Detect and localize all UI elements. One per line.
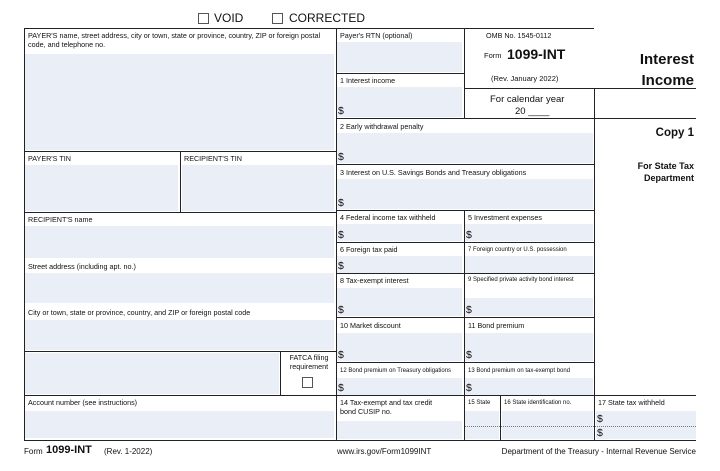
box13-field[interactable] (465, 378, 593, 395)
box4-field[interactable] (337, 224, 462, 241)
account-number-label: Account number (see instructions) (28, 398, 138, 407)
box6-label: 6 Foreign tax paid (340, 245, 398, 254)
box16-field[interactable] (502, 411, 593, 439)
void-checkbox[interactable] (198, 13, 209, 24)
street-address-label: Street address (including apt. no.) (28, 262, 136, 271)
box7-field[interactable] (465, 256, 593, 273)
box3-currency: $ (338, 197, 344, 209)
payer-name-field[interactable] (25, 54, 334, 150)
box15-field[interactable] (465, 411, 499, 439)
calendar-year-value: 20 ____ (515, 106, 550, 117)
payer-tin-label: PAYER'S TIN (28, 154, 71, 163)
recipient-name-field[interactable] (25, 226, 334, 258)
box11-label: 11 Bond premium (468, 321, 525, 330)
box4-currency: $ (338, 229, 344, 241)
box9-currency: $ (466, 304, 472, 316)
void-label: VOID (214, 11, 244, 25)
box1-label: 1 Interest income (340, 76, 396, 85)
box11-field[interactable] (465, 333, 593, 361)
box5-currency: $ (466, 229, 472, 241)
corrected-label: CORRECTED (289, 11, 366, 25)
box17-field[interactable] (596, 411, 696, 439)
box2-field[interactable] (337, 133, 593, 163)
box13-currency: $ (466, 382, 472, 394)
title-line2: Income (641, 72, 694, 89)
box11-currency: $ (466, 349, 472, 361)
footer-form-prefix: Form (24, 447, 43, 456)
form-prefix: Form (484, 51, 502, 60)
box12-field[interactable] (337, 378, 462, 395)
box10-label: 10 Market discount (340, 321, 401, 330)
fatca-checkbox[interactable] (302, 377, 313, 388)
copy-label: Copy 1 (655, 127, 694, 139)
box1-currency: $ (338, 105, 344, 117)
copy-dept-line1: For State Tax (637, 161, 694, 171)
box8-currency: $ (338, 304, 344, 316)
box17-currency-1: $ (597, 413, 603, 425)
recipient-tin-label: RECIPIENT'S TIN (184, 154, 242, 163)
form-revision: (Rev. January 2022) (491, 74, 559, 83)
city-label: City or town, state or province, country, and ZIP or foreign postal code (28, 308, 251, 317)
box6-field[interactable] (337, 256, 462, 273)
box9-label: 9 Specified private activity bond interest (468, 277, 574, 283)
box4-label: 4 Federal income tax withheld (340, 213, 436, 222)
box10-field[interactable] (337, 333, 462, 361)
footer-url: www.irs.gov/Form1099INT (337, 447, 432, 456)
street-address-field[interactable] (25, 273, 334, 303)
box5-field[interactable] (465, 224, 593, 241)
box2-currency: $ (338, 151, 344, 163)
city-field[interactable] (25, 320, 334, 350)
copy-dept-line2: Department (643, 173, 694, 183)
footer-form-number: 1099-INT (46, 444, 92, 456)
box16-label: 16 State identification no. (504, 400, 572, 406)
box3-label: 3 Interest on U.S. Savings Bonds and Treasury obligations (340, 168, 527, 177)
rtn-label: Payer's RTN (optional) (340, 31, 413, 40)
form-number: 1099-INT (507, 46, 566, 62)
box12-currency: $ (338, 382, 344, 394)
footer-department: Department of the Treasury - Internal Revenue Service (501, 447, 696, 456)
box6-currency: $ (338, 260, 344, 272)
box17-label: 17 State tax withheld (598, 398, 665, 407)
box2-label: 2 Early withdrawal penalty (340, 122, 424, 131)
fatca-label-line1: FATCA filing (289, 353, 329, 362)
fatca-blank-field (25, 353, 279, 394)
box10-currency: $ (338, 349, 344, 361)
calendar-year-label: For calendar year (490, 94, 565, 105)
box3-field[interactable] (337, 179, 593, 209)
box14-field[interactable] (337, 421, 462, 439)
title-line1: Interest (639, 51, 694, 68)
box9-field[interactable] (465, 298, 593, 316)
payer-tin-field[interactable] (25, 165, 178, 211)
rtn-field[interactable] (337, 42, 462, 72)
corrected-checkbox[interactable] (272, 13, 283, 24)
account-number-field[interactable] (25, 411, 334, 438)
recipient-tin-field[interactable] (182, 165, 334, 211)
box8-field[interactable] (337, 288, 462, 316)
box12-label: 12 Bond premium on Treasury obligations (340, 368, 452, 374)
box14-label: 14 Tax-exempt and tax credit bond CUSIP no. (340, 398, 433, 416)
box17-currency-2: $ (597, 427, 603, 439)
fatca-label-line2: requirement (289, 362, 329, 371)
payer-name-label: PAYER'S name, street address, city or town, state or province, country, ZIP or foreign postal code, and telephone no. (28, 31, 321, 49)
box13-label: 13 Bond premium on tax-exempt bond (468, 368, 571, 374)
recipient-name-label: RECIPIENT'S name (28, 215, 93, 224)
box1-field[interactable] (337, 87, 462, 117)
footer-revision: (Rev. 1-2022) (104, 447, 153, 456)
omb-number: OMB No. 1545-0112 (486, 31, 552, 40)
box15-label: 15 State (468, 400, 491, 406)
box5-label: 5 Investment expenses (468, 213, 542, 222)
box7-label: 7 Foreign country or U.S. possession (468, 247, 567, 253)
box8-label: 8 Tax-exempt interest (340, 276, 409, 285)
